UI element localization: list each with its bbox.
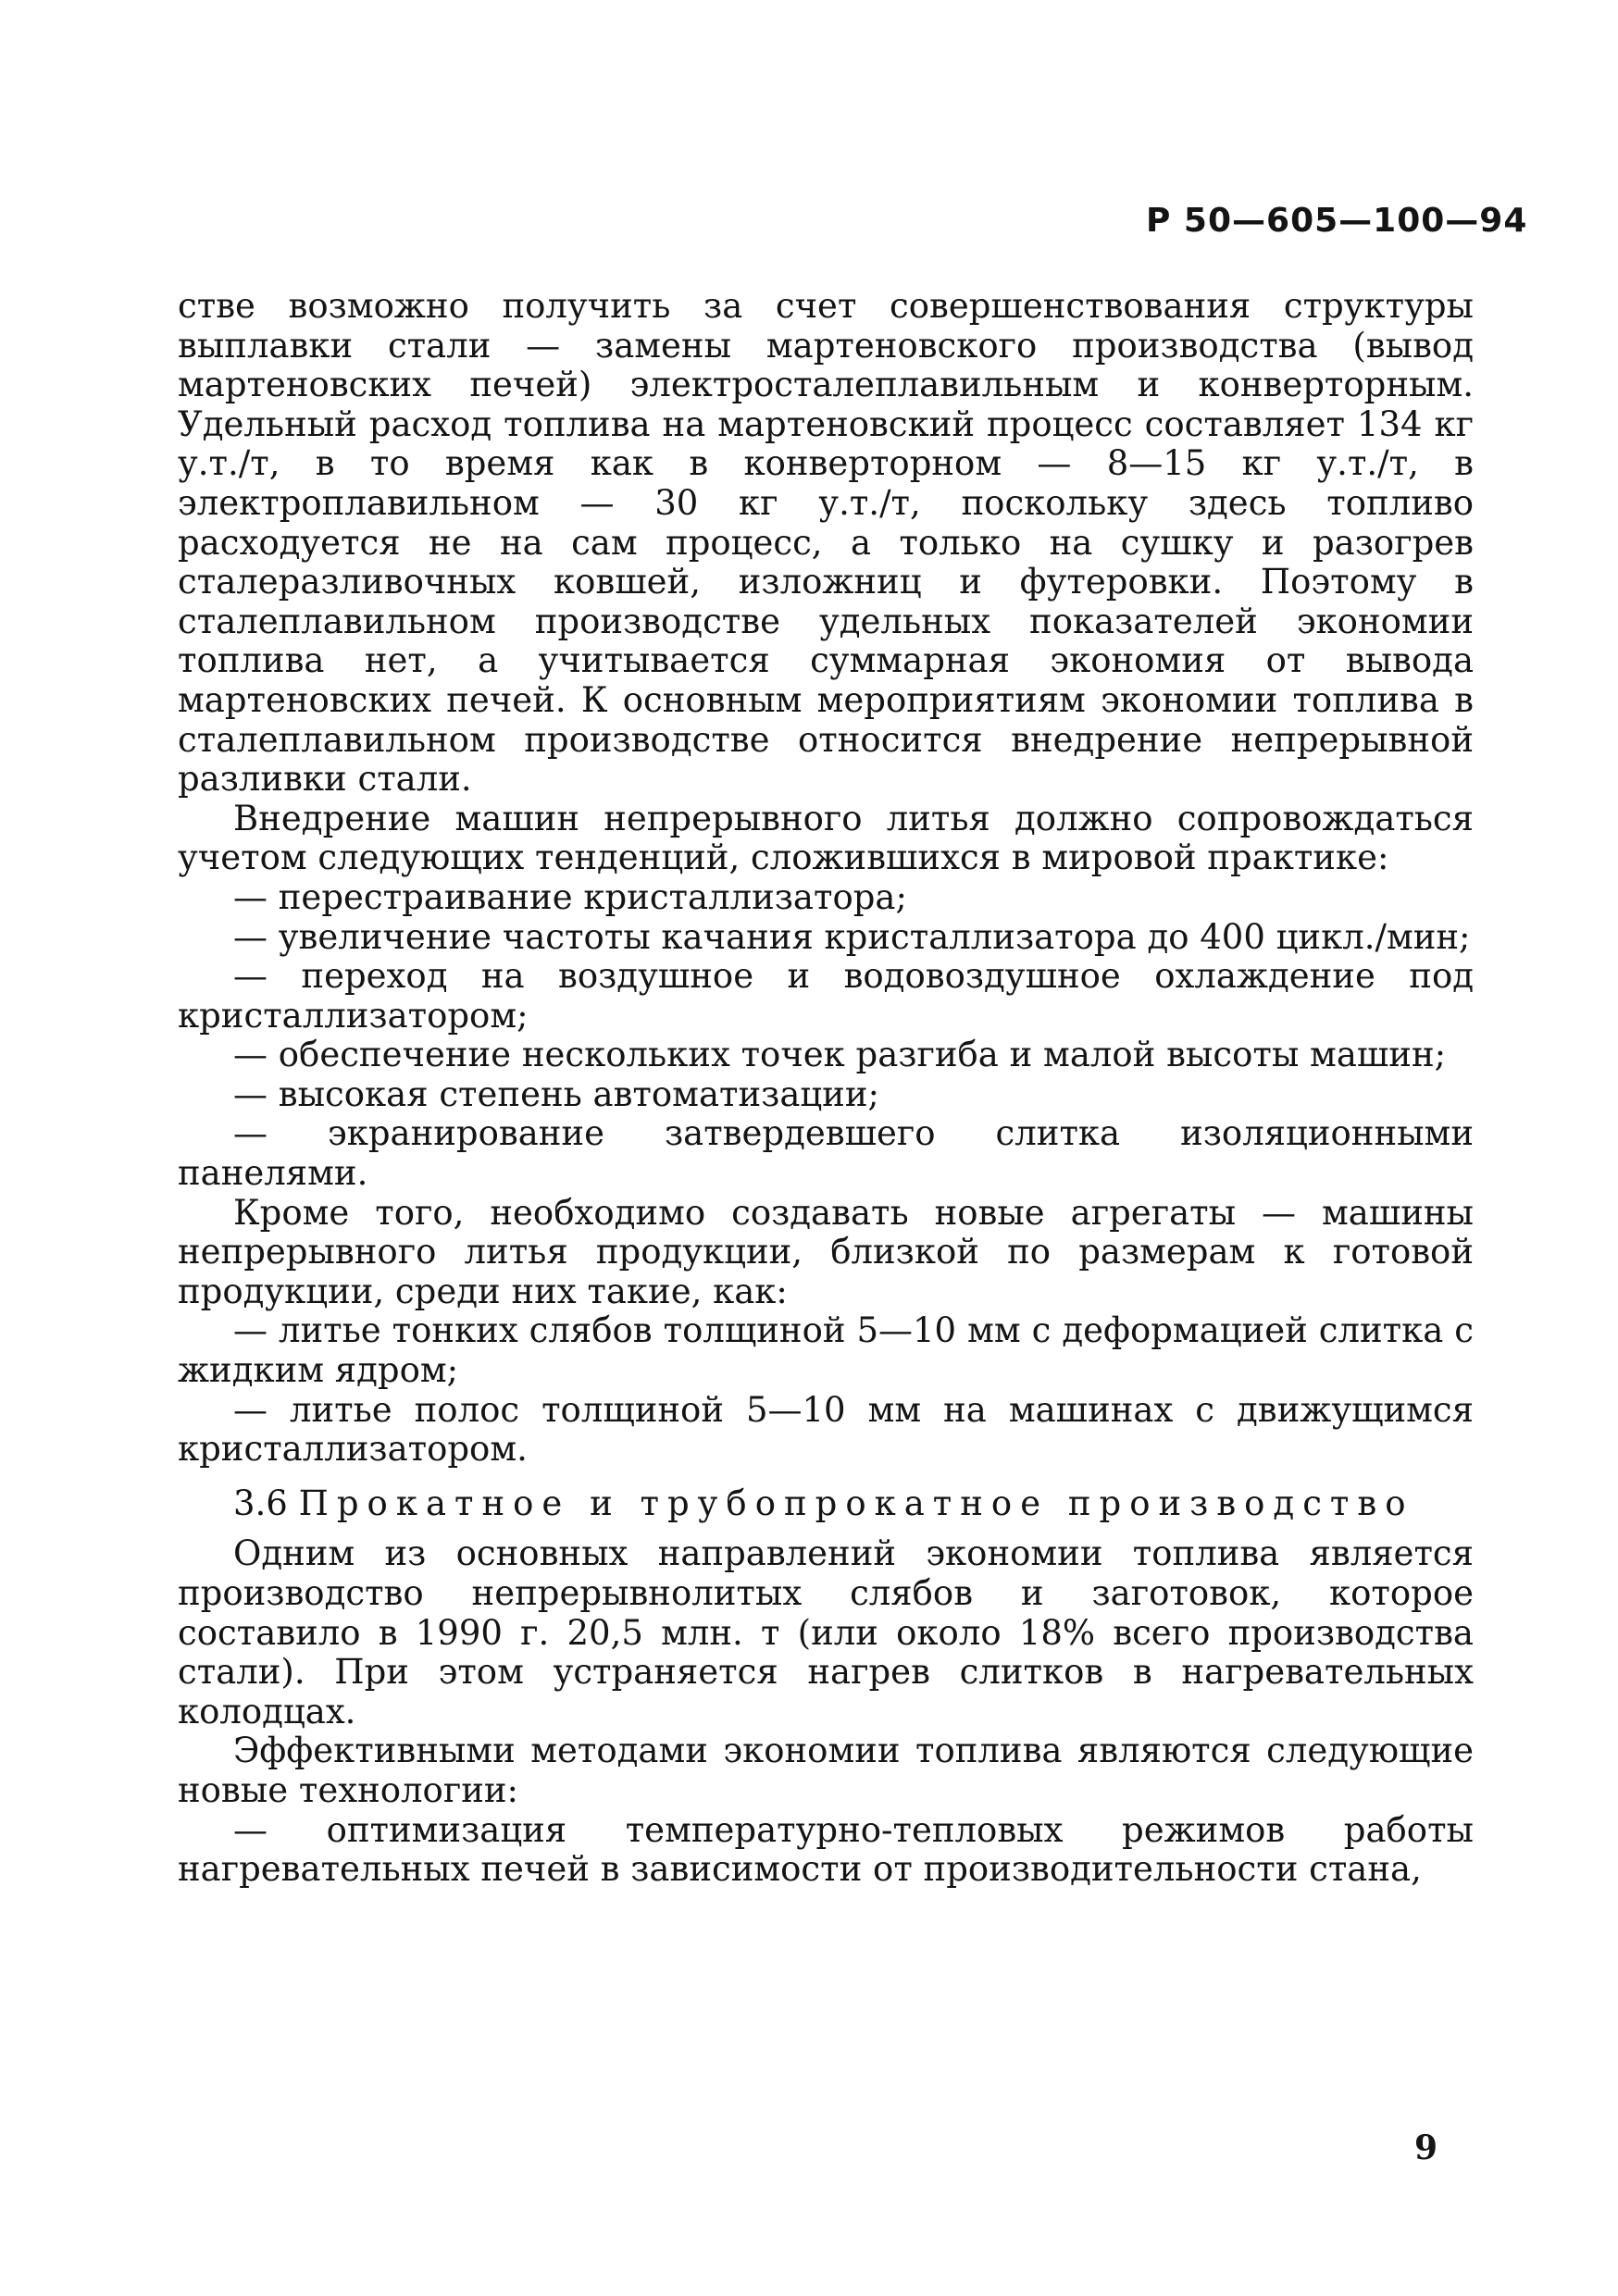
list-item: — увеличение частоты качания кристаллизатора до 400 цикл./мин;: [233, 916, 1471, 957]
list-item: — оптимизация температурно-тепловых режимов работы нагревательных печей в зависимости от производительности стана,: [178, 1809, 1474, 1890]
paragraph: стве возможно получить за счет совершенствования структуры выплавки стали — замены мартеновского производства (вывод мартеновских печей) электросталеплавильным и конверторным. Удельный расход топлива на мартеновский процесс составляет 134 кг у.т./т, в то время как в конверторном — 8—15 кг у.т./т, в электроплавильном — 30 кг у.т./т, поскольку здесь топливо расходуется не на сам процесс, а только на сушку и разогрев сталеразливочных ковшей, изложниц и футеровки. Поэтому в сталеплавильном производстве удельных показателей экономии топлива нет, а учитывается суммарная экономия от вывода мартеновских печей. К основным мероприятиям экономии топлива в сталеплавильном производстве относится внедрение непрерывной разливки стали.: [178, 286, 1474, 800]
list-item: — литье тонких слябов толщиной 5—10 мм с деформацией слитка с жидким ядром;: [178, 1310, 1474, 1391]
paragraph: Кроме того, необходимо создавать новые агрегаты — машины непрерывного литья продукции, близкой по размерам к готовой продукции, среди них такие, как:: [178, 1192, 1474, 1311]
paragraph: Эффективными методами экономии топлива являются следующие новые технологии:: [178, 1731, 1474, 1810]
list-item: — обеспечение нескольких точек разгиба и малой высоты машин;: [233, 1035, 1447, 1075]
list-item: — перестраивание кристаллизатора;: [233, 876, 907, 917]
list-item: — высокая степень автоматизации;: [233, 1074, 879, 1114]
list-item: — литье полос толщиной 5—10 мм на машинах с движущимся кристаллизатором.: [178, 1389, 1474, 1470]
document-code: Р 50—605—100—94: [1146, 202, 1528, 240]
section-number: 3.6: [233, 1483, 288, 1523]
section-heading: [178, 1484, 1474, 1524]
paragraph: Одним из основных направлений экономии топлива является производство непрерывнолитых слябов и заготовок, которое составило в 1990 г. 20,5 млн. т (или около 18% всего производства стали). При этом устраняется нагрев слитков в нагревательных колодцах.: [178, 1533, 1474, 1731]
list-item: — переход на воздушное и водовоздушное охлаждение под кристаллизатором;: [178, 956, 1474, 1036]
section-title: Прокатное и трубопрокатное производство: [298, 1483, 1414, 1523]
paragraph: Внедрение машин непрерывного литья должно сопровождаться учетом следующих тенденций, сложившихся в мировой практике:: [178, 798, 1474, 878]
list-item: — экранирование затвердевшего слитка изоляционными панелями.: [178, 1113, 1474, 1194]
body-text: [178, 287, 1474, 1890]
page-number: 9: [1414, 2128, 1438, 2167]
